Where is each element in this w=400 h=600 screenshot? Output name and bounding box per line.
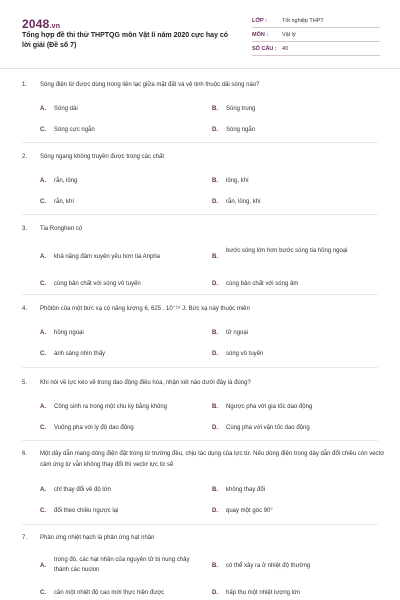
option-letter: A. (40, 178, 46, 184)
option-c[interactable] (40, 423, 204, 433)
exam-meta (252, 14, 380, 56)
option-c[interactable] (40, 506, 204, 516)
option-text: cần một nhiệt độ cao mới thực hiện được (54, 590, 165, 596)
document-title: Tổng hợp đề thi thử THPTQG môn Vật lí năm 2020 cực hay có lời giải (Đề số 7) (22, 32, 229, 49)
option-text: Sóng ngắn (226, 127, 256, 133)
option-b[interactable] (212, 246, 376, 262)
logo-suffix: .vn (49, 23, 61, 30)
meta-row-subject (252, 28, 380, 42)
option-a[interactable] (40, 485, 204, 495)
option-text: rắn, lỏng (54, 178, 78, 184)
question-number: 6. (22, 451, 28, 457)
option-letter: C. (40, 199, 46, 205)
option-letter: D. (212, 425, 218, 431)
option-letter: A. (40, 254, 46, 260)
option-letter: B. (212, 404, 218, 410)
option-text: có thể xảy ra ở nhiệt độ thường (226, 563, 311, 569)
question-number: 7. (22, 535, 28, 541)
option-letter: D. (212, 281, 218, 287)
option-text: tử ngoại (226, 330, 249, 336)
option-letter: B. (212, 563, 218, 569)
option-letter: B. (212, 178, 218, 184)
option-text: sóng vô tuyến (226, 351, 264, 357)
option-letter: C. (40, 425, 46, 431)
option-letter: A. (40, 563, 46, 569)
option-letter: D. (212, 590, 218, 596)
option-text: ánh sáng nhìn thấy (54, 351, 106, 357)
question-number: 3. (22, 226, 28, 232)
option-letter: B. (212, 487, 218, 493)
option-d[interactable] (212, 588, 376, 598)
option-letter: B. (212, 330, 218, 336)
option-d[interactable] (212, 125, 376, 135)
question-number: 4. (22, 306, 28, 312)
logo-text: 2048 (22, 17, 50, 31)
option-text: Ngược pha với gia tốc dao động (226, 404, 313, 410)
question-text: Phản ứng nhiệt hạch là phản ứng hạt nhân (40, 535, 155, 541)
option-text: chỉ thay đổi về độ lớn (54, 487, 111, 493)
meta-value: Vật lý (282, 31, 296, 38)
question-divider (22, 524, 378, 525)
option-letter: D. (212, 127, 218, 133)
option-c[interactable] (40, 279, 204, 289)
question-number: 2. (22, 154, 28, 160)
question-text: Tia Ronghen có (40, 226, 83, 232)
option-letter: A. (40, 487, 46, 493)
option-a[interactable] (40, 104, 204, 114)
header-divider (0, 68, 400, 69)
question-text: Sóng điện từ được dùng trong liên lạc giữa mặt đất và vệ tinh thuộc dải sóng nào? (40, 82, 260, 88)
option-letter: C. (40, 127, 46, 133)
option-letter: D. (212, 508, 218, 514)
question-text: Một dây dẫn mang dòng điện đặt trong từ trường đều, chịu tác dụng của lực từ. Nếu dòng điện trong dây dẫn đổi chiều còn vectơ cảm ứng từ vẫn không thay đổi thì vectơ lực từ sẽ (40, 451, 385, 468)
option-letter: A. (40, 404, 46, 410)
option-a[interactable] (40, 328, 204, 338)
question-number: 5. (22, 380, 28, 386)
option-text: lỏng, khí (226, 178, 249, 184)
question-text: Phôtôn của một bức xạ có năng lượng 6, 625 . 10⁻¹⁹ J. Bức xạ này thuộc miền (40, 306, 250, 312)
question-text: Sóng ngang không truyền được trong các chất (40, 154, 165, 160)
option-d[interactable] (212, 349, 376, 359)
option-text: cùng bản chất với sóng âm (226, 281, 299, 287)
option-text: khả năng đâm xuyên yếu hơn tia Anpha (54, 254, 161, 260)
option-text: Công sinh ra trong một chu kỳ bằng không (54, 404, 168, 410)
option-c[interactable] (40, 197, 204, 207)
question-text: Khi nói về lực kéo về trong dao động điều hòa, nhận xét nào dưới đây là đúng? (40, 380, 251, 386)
meta-key: MÔN : (252, 31, 269, 38)
meta-value: Tốt nghiệp THPT (282, 17, 324, 24)
option-b[interactable] (212, 561, 376, 571)
meta-value: 40 (282, 45, 289, 52)
question-divider (22, 367, 378, 368)
page-header (0, 0, 400, 62)
option-letter: C. (40, 281, 46, 287)
option-b[interactable] (212, 104, 376, 114)
option-text: rắn, lỏng, khí (226, 199, 261, 205)
option-d[interactable] (212, 423, 376, 433)
option-text: bước sóng lớn hơn bước sóng tia hồng ngoại (226, 248, 348, 254)
option-b[interactable] (212, 176, 376, 186)
option-letter: D. (212, 199, 218, 205)
option-text: Sóng trung (226, 106, 256, 112)
option-text: Sóng dài (54, 106, 78, 112)
option-letter: A. (40, 330, 46, 336)
option-letter: C. (40, 590, 46, 596)
option-d[interactable] (212, 279, 376, 289)
option-c[interactable] (40, 588, 204, 598)
site-logo[interactable] (22, 17, 60, 31)
option-c[interactable] (40, 125, 204, 135)
question-divider (22, 214, 378, 215)
option-text: hấp thụ một nhiệt lượng lớn (226, 590, 301, 596)
option-text: cùng bản chất với sóng vô tuyến (54, 281, 141, 287)
option-letter: A. (40, 106, 46, 112)
option-text: rắn, khí (54, 199, 75, 205)
option-a[interactable] (40, 402, 204, 412)
option-a[interactable] (40, 252, 204, 262)
question-divider (22, 294, 378, 295)
option-c[interactable] (40, 349, 204, 359)
option-b[interactable] (212, 402, 376, 412)
option-text: quay một góc 90° (226, 508, 273, 514)
option-letter: C. (40, 351, 46, 357)
meta-key: SỐ CÂU : (252, 45, 277, 52)
option-letter: B. (212, 254, 218, 260)
option-d[interactable] (212, 197, 376, 207)
option-text: trong đó, các hạt nhân của nguyên tử bị nung chảy thành các nuclon (54, 557, 190, 573)
option-b[interactable] (212, 485, 376, 495)
option-letter: D. (212, 351, 218, 357)
option-text: không thay đổi (226, 487, 266, 493)
option-text: Sóng cực ngắn (54, 127, 95, 133)
question-divider (22, 142, 378, 143)
question-number: 1. (22, 82, 28, 88)
option-text: Cùng pha với vận tốc dao động (226, 425, 310, 431)
option-text: Vuông pha với ly độ dao động (54, 425, 134, 431)
option-a[interactable] (40, 176, 204, 186)
option-b[interactable] (212, 328, 376, 338)
option-letter: B. (212, 106, 218, 112)
option-letter: C. (40, 508, 46, 514)
option-d[interactable] (212, 506, 376, 516)
meta-key: LỚP : (252, 17, 267, 24)
meta-row-class (252, 14, 380, 28)
option-text: hồng ngoại (54, 330, 84, 336)
option-a[interactable] (40, 555, 199, 575)
question-divider (22, 440, 378, 441)
option-text: đổi theo chiều ngược lại (54, 508, 119, 514)
meta-row-count (252, 42, 380, 56)
